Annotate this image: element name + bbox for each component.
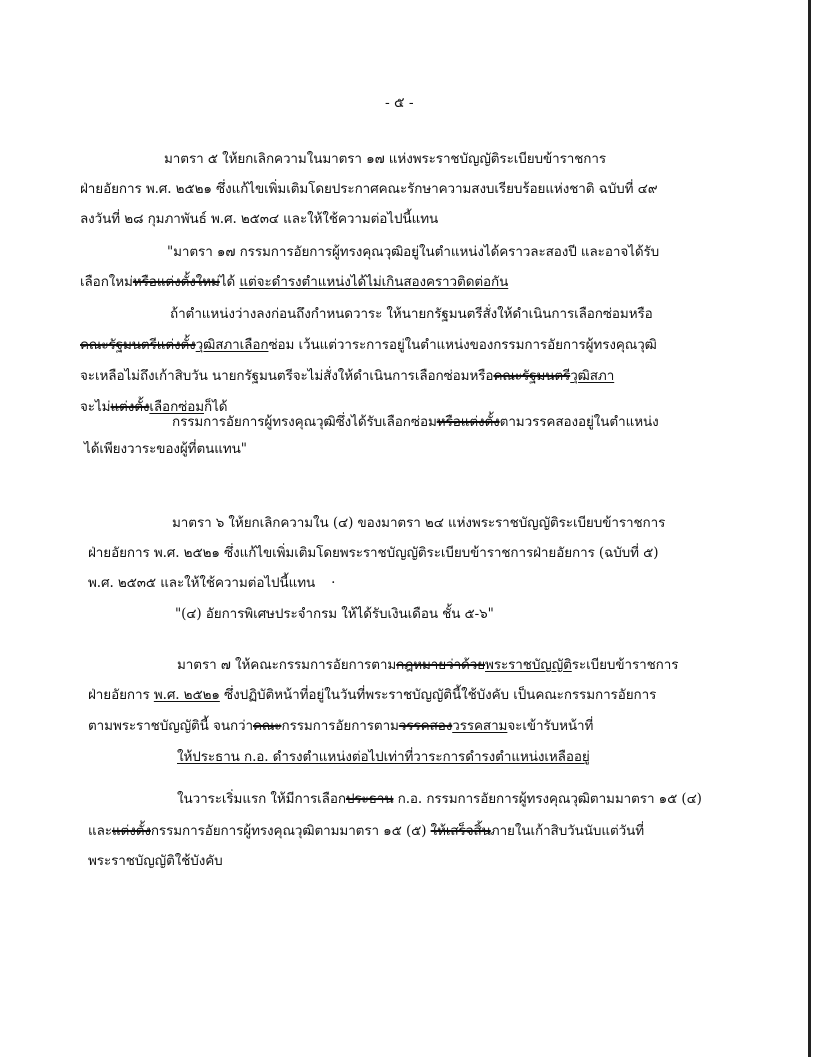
section-6-line-3: พ.ศ. ๒๕๓๕ และให้ใช้ความต่อไปนี้แทน · bbox=[88, 575, 336, 591]
struck-text: คณะรัฐมนตรีแต่งตั้ง bbox=[80, 337, 196, 353]
section-6-line-4: "(๔) อัยการพิเศษประจำกรม ให้ได้รับเงินเดือน ชั้น ๕-๖" bbox=[175, 606, 494, 622]
inserted-text: วรรคสาม bbox=[452, 718, 508, 734]
inserted-text: ให้ประธาน ก.อ. ดำรงตำแหน่งต่อไปเท่าที่วาระการดำรงตำแหน่งเหลืออยู่ bbox=[177, 749, 590, 765]
section-7-line-4 bbox=[177, 748, 590, 766]
inserted-text: วุฒิสภาเลือก bbox=[195, 337, 269, 353]
struck-text: หรือแต่งตั้ง bbox=[436, 414, 500, 430]
section-7-line-3: ตามพระราชบัญญัตินี้ จนกว่าคณะกรรมการอัยการตามวรรคสองวรรคสามจะเข้ารับหน้าที่ bbox=[88, 718, 594, 734]
section-7-p2-line-3: พระราชบัญญัติใช้บังคับ bbox=[88, 853, 223, 869]
article-17-p2-line-4: จะไม่แต่งตั้งเลือกซ่อมก็ได้ bbox=[80, 399, 228, 415]
section-5-line-2: ฝ่ายอัยการ พ.ศ. ๒๕๒๑ ซึ่งแก้ไขเพิ่มเติมโดยประกาศคณะรักษาความสงบเรียบร้อยแห่งชาติ ฉบับที่ ๔๙ bbox=[80, 181, 658, 197]
struck-text: กฎหมายว่าด้วย bbox=[396, 657, 486, 673]
struck-text: ให้เสร็จสิ้น bbox=[430, 823, 491, 839]
struck-text: แต่งตั้ง bbox=[110, 399, 150, 415]
struck-text: คณะรัฐมนตรี bbox=[493, 368, 571, 384]
article-17-line-1: "มาตรา ๑๗ กรรมการอัยการผู้ทรงคุณวุฒิอยู่ในตำแหน่งได้คราวละสองปี และอาจได้รับ bbox=[167, 244, 660, 260]
struck-text: หรือแต่งตั้งใหม่ bbox=[132, 274, 220, 290]
section-7-p2-line-2: และแต่งตั้งกรรมการอัยการผู้ทรงคุณวุฒิตามมาตรา ๑๕ (๕) ให้เสร็จสิ้นภายในเก้าสิบวันนับแต่วันที่ bbox=[88, 823, 645, 839]
article-17-p2-line-1: ถ้าตำแหน่งว่างลงก่อนถึงกำหนดวาระ ให้นายกรัฐมนตรีสั่งให้ดำเนินการเลือกซ่อมหรือ bbox=[170, 306, 653, 322]
section-7-line-2: ฝ่ายอัยการ พ.ศ. ๒๕๒๑ ซึ่งปฏิบัติหน้าที่อยู่ในวันที่พระราชบัญญัตินี้ใช้บังคับ เป็นคณะกรรมการอัยการ bbox=[88, 687, 657, 703]
page-number: - ๕ - bbox=[385, 95, 414, 111]
article-17-p3-line-2: ได้เพียงวาระของผู้ที่ตนแทน" bbox=[84, 441, 247, 457]
section-7-line-1: มาตรา ๗ ให้คณะกรรมการอัยการตามกฎหมายว่าด้วยพระราชบัญญัติระเบียบข้าราชการ bbox=[177, 657, 679, 673]
article-17-p3-line-1-text: กรรมการอัยการผู้ทรงคุณวุฒิซึ่งได้รับเลือกซ่อมหรือแต่งตั้งตามวรรคสองอยู่ในตำแหน่ง bbox=[172, 414, 659, 430]
struck-text: คณะ bbox=[252, 718, 282, 734]
scan-edge bbox=[808, 0, 811, 1057]
section-6-line-2: ฝ่ายอัยการ พ.ศ. ๒๕๒๑ ซึ่งแก้ไขเพิ่มเติมโดยพระราชบัญญัติระเบียบข้าราชการฝ่ายอัยการ (ฉบับที่ ๕) bbox=[88, 545, 659, 561]
section-5-line-3: ลงวันที่ ๒๘ กุมภาพันธ์ พ.ศ. ๒๕๓๔ และให้ใช้ความต่อไปนี้แทน bbox=[80, 211, 439, 227]
inserted-text: พ.ศ. ๒๕๒๑ bbox=[153, 687, 220, 703]
section-7-p2-line-1: ในวาระเริ่มแรก ให้มีการเลือกประธาน ก.อ. กรรมการอัยการผู้ทรงคุณวุฒิตามมาตรา ๑๕ (๔) bbox=[177, 791, 702, 807]
inserted-text: แต่จะดำรงตำแหน่งได้ไม่เกินสองคราวติดต่อกัน bbox=[239, 274, 509, 290]
inserted-text: วุฒิสภา bbox=[570, 368, 615, 384]
section-6-line-1: มาตรา ๖ ให้ยกเลิกความใน (๔) ของมาตรา ๒๔ แห่งพระราชบัญญัติระเบียบข้าราชการ bbox=[172, 515, 666, 531]
section-5-line-1: มาตรา ๕ ให้ยกเลิกความในมาตรา ๑๗ แห่งพระราชบัญญัติระเบียบข้าราชการ bbox=[164, 151, 607, 167]
inserted-text: เลือกซ่อม bbox=[149, 399, 205, 415]
article-17-p2-line-3: จะเหลือไม่ถึงเก้าสิบวัน นายกรัฐมนตรีจะไม่สั่งให้ดำเนินการเลือกซ่อมหรือคณะรัฐมนตรีวุฒิสภา bbox=[80, 368, 615, 384]
article-17-p2-line-2: คณะรัฐมนตรีแต่งตั้งวุฒิสภาเลือกซ่อม เว้นแต่วาระการอยู่ในตำแหน่งของกรรมการอัยการผู้ทรงคุณวุฒิ bbox=[80, 337, 657, 353]
struck-text: ประธาน bbox=[345, 791, 394, 807]
struck-text: แต่งตั้ง bbox=[111, 823, 151, 839]
article-17-line-2: เลือกใหม่หรือแต่งตั้งใหม่ได้ แต่จะดำรงตำแหน่งได้ไม่เกินสองคราวติดต่อกัน bbox=[80, 274, 509, 290]
inserted-text: พระราชบัญญัติ bbox=[485, 657, 572, 673]
struck-text: วรรคสอง bbox=[398, 718, 453, 734]
